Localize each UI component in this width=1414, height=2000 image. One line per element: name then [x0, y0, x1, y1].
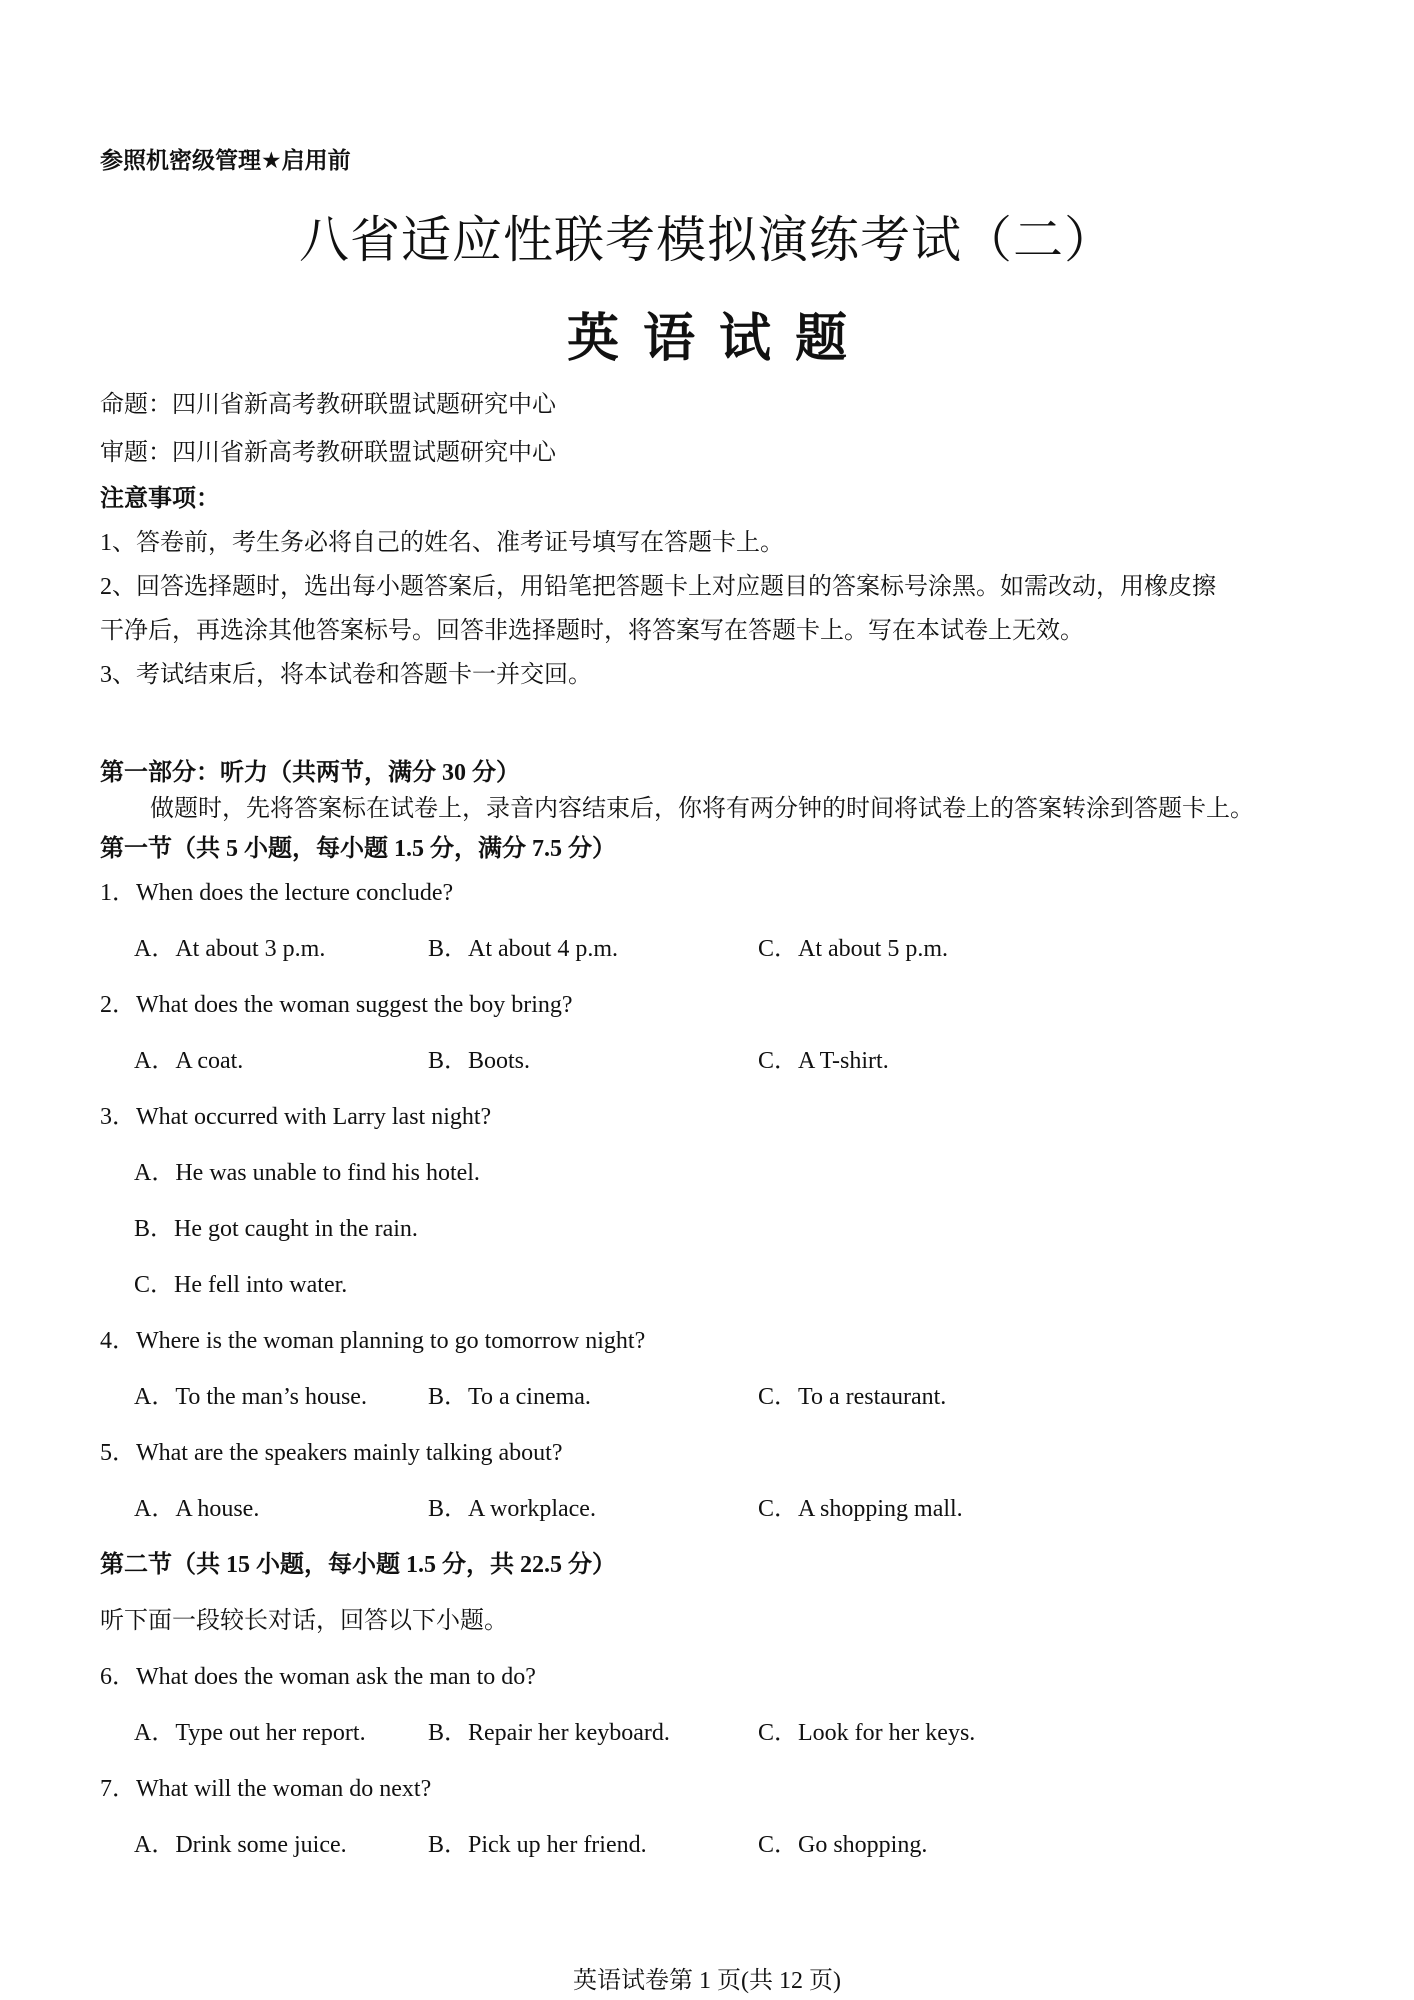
- page-footer: 英语试卷第 1 页(共 12 页): [573, 1968, 841, 1994]
- section2-heading: 第二节（共 15 小题，每小题 1.5 分，共 22.5 分）: [100, 1552, 616, 1578]
- question-7-option-b: B．Pick up her friend.: [428, 1832, 647, 1858]
- question-7-option-c: C．Go shopping.: [758, 1832, 928, 1858]
- section1-heading: 第一节（共 5 小题，每小题 1.5 分，满分 7.5 分）: [100, 836, 616, 862]
- question-5-option-b: B．A workplace.: [428, 1496, 596, 1522]
- exam-title: 八省适应性联考模拟演练考试（二）: [299, 212, 1115, 268]
- question-2-option-c: C．A T-shirt.: [758, 1048, 889, 1074]
- question-6-option-a: A．Type out her report.: [134, 1720, 366, 1746]
- notes-item-1: 1、答卷前，考生务必将自己的姓名、准考证号填写在答题卡上。: [100, 530, 784, 556]
- subject-title: 英语试题: [566, 309, 871, 369]
- question-3-option-c: C．He fell into water.: [134, 1272, 348, 1298]
- question-4-option-c: C．To a restaurant.: [758, 1384, 947, 1410]
- question-4: 4．Where is the woman planning to go tomorrow night?: [100, 1328, 646, 1354]
- section2-instruction: 听下面一段较长对话，回答以下小题。: [100, 1608, 508, 1634]
- question-1-option-a: A．At about 3 p.m.: [134, 936, 326, 962]
- question-3: 3．What occurred with Larry last night?: [100, 1104, 492, 1130]
- question-1-option-b: B．At about 4 p.m.: [428, 936, 618, 962]
- author-line: 命题：四川省新高考教研联盟试题研究中心: [100, 392, 556, 418]
- question-2: 2．What does the woman suggest the boy bring?: [100, 992, 573, 1018]
- classification-label: 参照机密级管理★启用前: [100, 148, 351, 174]
- question-2-option-b: B．Boots.: [428, 1048, 531, 1074]
- question-6-option-b: B．Repair her keyboard.: [428, 1720, 670, 1746]
- notes-heading: 注意事项：: [100, 486, 220, 512]
- question-5: 5．What are the speakers mainly talking about?: [100, 1440, 563, 1466]
- question-1-option-c: C．At about 5 p.m.: [758, 936, 948, 962]
- notes-item-2-line-2: 干净后，再选涂其他答案标号。回答非选择题时，将答案写在答题卡上。写在本试卷上无效。: [100, 618, 1084, 644]
- part1-instruction: 做题时，先将答案标在试卷上，录音内容结束后，你将有两分钟的时间将试卷上的答案转涂到答题卡上。: [150, 796, 1254, 822]
- question-5-option-a: A．A house.: [134, 1496, 260, 1522]
- question-3-option-a: A．He was unable to find his hotel.: [134, 1160, 480, 1186]
- question-3-option-b: B．He got caught in the rain.: [134, 1216, 418, 1242]
- question-7-option-a: A．Drink some juice.: [134, 1832, 347, 1858]
- question-2-option-a: A．A coat.: [134, 1048, 244, 1074]
- question-5-option-c: C．A shopping mall.: [758, 1496, 963, 1522]
- notes-item-3: 3、考试结束后，将本试卷和答题卡一并交回。: [100, 662, 592, 688]
- question-6-option-c: C．Look for her keys.: [758, 1720, 976, 1746]
- part1-heading: 第一部分：听力（共两节，满分 30 分）: [100, 760, 520, 786]
- question-6: 6．What does the woman ask the man to do?: [100, 1664, 536, 1690]
- reviewer-line: 审题：四川省新高考教研联盟试题研究中心: [100, 440, 556, 466]
- question-1: 1．When does the lecture conclude?: [100, 880, 454, 906]
- question-7: 7．What will the woman do next?: [100, 1776, 432, 1802]
- question-4-option-a: A．To the man’s house.: [134, 1384, 367, 1410]
- question-4-option-b: B．To a cinema.: [428, 1384, 591, 1410]
- notes-item-2-line-1: 2、回答选择题时，选出每小题答案后，用铅笔把答题卡上对应题目的答案标号涂黑。如需改动，用橡皮擦: [100, 574, 1216, 600]
